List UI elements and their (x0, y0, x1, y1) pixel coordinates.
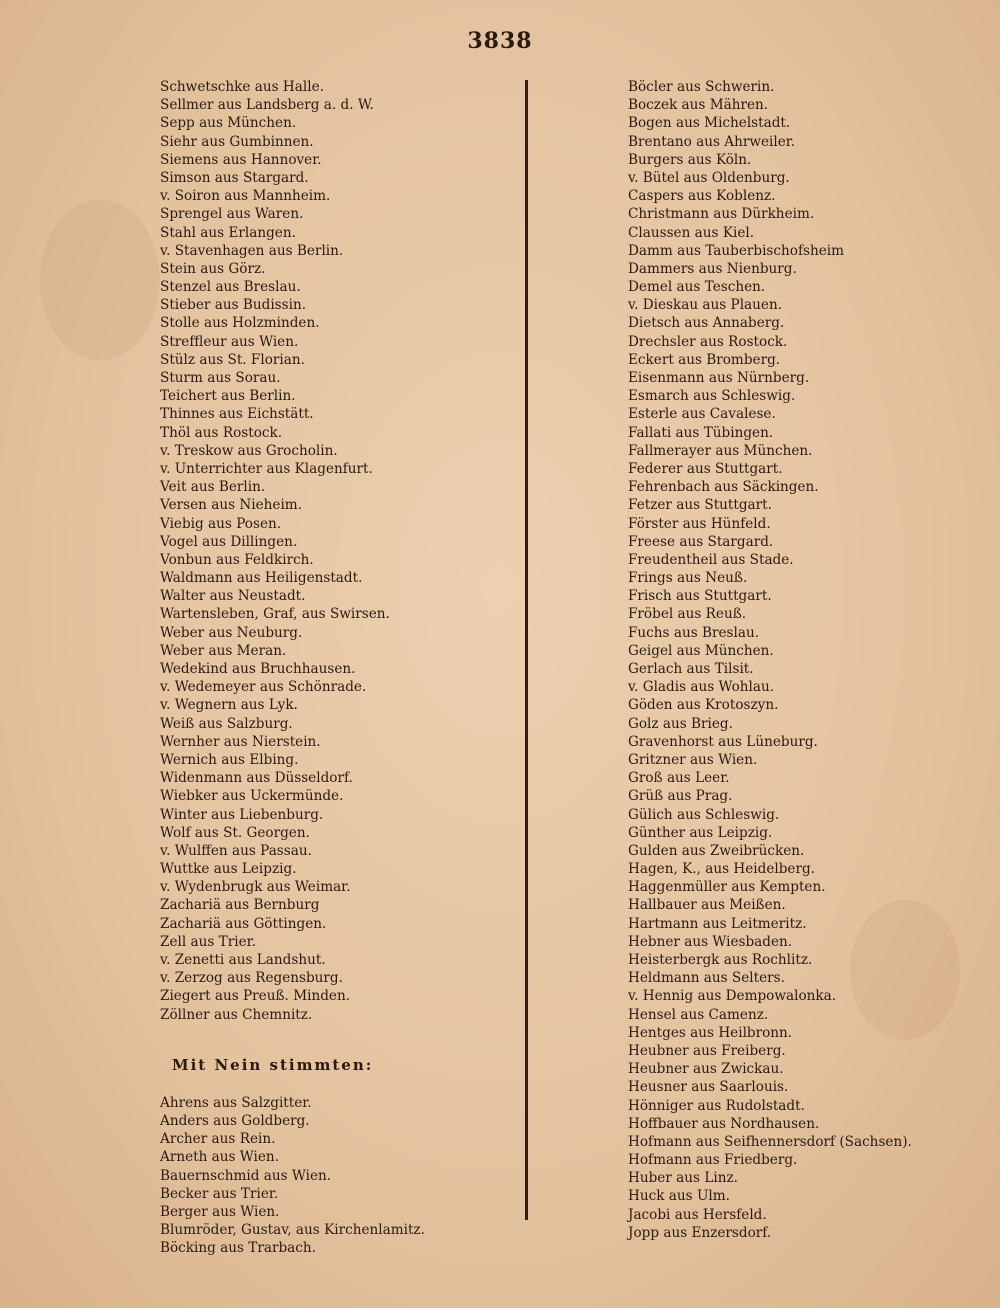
list-item: Göden aus Krotoszyn. (628, 697, 779, 714)
list-item: Versen aus Nieheim. (160, 497, 303, 514)
list-item: v. Unterrichter aus Klagenfurt. (160, 460, 373, 477)
list-item: Zöllner aus Chemnitz. (160, 1006, 313, 1023)
list-item: Blumröder, Gustav, aus Kirchenlamitz. (160, 1222, 425, 1239)
list-item: Fröbel aus Reuß. (628, 606, 747, 623)
list-item: Zell aus Trier. (160, 933, 256, 950)
list-item: Jacobi aus Hersfeld. (628, 1206, 767, 1223)
list-item: Stolle aus Holzminden. (160, 315, 320, 332)
list-item: Hofmann aus Friedberg. (628, 1152, 798, 1169)
list-item: Vonbun aus Feldkirch. (160, 551, 314, 568)
list-item: Veit aus Berlin. (160, 479, 266, 496)
list-item: Esterle aus Cavalese. (628, 406, 776, 423)
right-column (628, 78, 1000, 1242)
list-item: Gravenhorst aus Lüneburg. (628, 733, 818, 750)
page-number: 3838 (467, 28, 533, 54)
list-item: Damm aus Tauberbischofsheim (628, 242, 844, 259)
list-item: Hagen, K., aus Heidelberg. (628, 861, 815, 878)
list-item: v. Wulffen aus Passau. (160, 842, 312, 859)
list-item: Anders aus Goldberg. (160, 1112, 310, 1129)
list-item: Fehrenbach aus Säckingen. (628, 479, 819, 496)
list-item: Eckert aus Bromberg. (628, 351, 781, 368)
list-item: Hebner aus Wiesbaden. (628, 933, 793, 950)
list-item: Freudentheil aus Stade. (628, 551, 794, 568)
list-item: Bogen aus Michelstadt. (628, 115, 791, 132)
list-item: Streffleur aus Wien. (160, 333, 299, 350)
list-item: Gülich aus Schleswig. (628, 806, 780, 823)
list-item: v. Gladis aus Wohlau. (628, 679, 775, 696)
list-item: Hofmann aus Seifhennersdorf (Sachsen). (628, 1133, 912, 1150)
list-item: Heusner aus Saarlouis. (628, 1079, 789, 1096)
list-item: Arneth aus Wien. (160, 1149, 280, 1166)
left-name-list (160, 78, 540, 1024)
list-item: v. Treskow aus Grocholin. (160, 442, 338, 459)
right-name-list (628, 78, 1000, 1242)
list-item: Widenmann aus Düsseldorf. (160, 770, 353, 787)
list-item: Thinnes aus Eichstätt. (160, 406, 314, 423)
list-item: Fetzer aus Stuttgart. (628, 497, 772, 514)
list-item: Ziegert aus Preuß. Minden. (160, 988, 351, 1005)
list-item: Dietsch aus Annaberg. (628, 315, 785, 332)
list-item: Heubner aus Freiberg. (628, 1042, 786, 1059)
list-item: v. Wedemeyer aus Schönrade. (160, 679, 367, 696)
list-item: Eisenmann aus Nürnberg. (628, 370, 810, 386)
list-item: Becker aus Trier. (160, 1185, 279, 1202)
list-item: v. Zenetti aus Landshut. (160, 952, 326, 968)
list-item: Zachariä aus Göttingen. (160, 915, 327, 932)
list-item: Drechsler aus Rostock. (628, 333, 788, 350)
list-item: Sturm aus Sorau. (160, 370, 281, 386)
list-item: Böcking aus Trarbach. (160, 1240, 316, 1257)
list-item: Wartensleben, Graf, aus Swirsen. (160, 606, 390, 623)
list-item: Heisterbergk aus Rochlitz. (628, 952, 813, 968)
list-item: Heldmann aus Selters. (628, 970, 785, 987)
list-item: v. Zerzog aus Regensburg. (160, 970, 343, 987)
list-item: Wernich aus Elbing. (160, 751, 299, 768)
list-item: Fallmerayer aus München. (628, 442, 813, 459)
list-item: Weber aus Meran. (160, 642, 287, 659)
list-item: Teichert aus Berlin. (160, 388, 296, 405)
list-item: Stenzel aus Breslau. (160, 279, 301, 296)
list-item: Esmarch aus Schleswig. (628, 388, 796, 405)
list-item: Frisch aus Stuttgart. (628, 588, 772, 605)
list-item: Bauernschmid aus Wien. (160, 1167, 332, 1184)
list-item: Burgers aus Köln. (628, 151, 752, 168)
list-item: Fallati aus Tübingen. (628, 424, 774, 441)
list-item: Böcler aus Schwerin. (628, 79, 775, 95)
list-item: Federer aus Stuttgart. (628, 460, 783, 477)
list-item: v. Wegnern aus Lyk. (160, 697, 298, 714)
paper-stain (40, 200, 160, 360)
list-item: Wernher aus Nierstein. (160, 733, 321, 750)
list-item: Wuttke aus Leipzig. (160, 861, 297, 878)
list-item: Gulden aus Zweibrücken. (628, 842, 805, 859)
list-item: Dammers aus Nienburg. (628, 260, 797, 277)
list-item: Weber aus Neuburg. (160, 624, 303, 641)
list-item: v. Bütel aus Oldenburg. (628, 169, 790, 186)
list-item: Huck aus Ulm. (628, 1188, 730, 1205)
list-item: Simson aus Stargard. (160, 169, 309, 186)
list-item: Wolf aus St. Georgen. (160, 824, 310, 841)
list-item: Wedekind aus Bruchhausen. (160, 661, 356, 677)
list-item: Weiß aus Salzburg. (160, 715, 293, 732)
list-item: v. Hennig aus Dempowalonka. (628, 988, 837, 1005)
list-item: Förster aus Hünfeld. (628, 515, 771, 532)
list-item: Golz aus Brieg. (628, 715, 733, 732)
list-item: Schwetschke aus Halle. (160, 79, 324, 95)
list-item: Demel aus Teschen. (628, 279, 766, 296)
list-item: Jopp aus Enzersdorf. (628, 1224, 772, 1241)
list-item: Günther aus Leipzig. (628, 824, 773, 841)
list-item: Heubner aus Zwickau. (628, 1061, 784, 1078)
left-column (160, 78, 540, 1257)
list-item: Boczek aus Mähren. (628, 97, 769, 114)
list-item: Ahrens aus Salzgitter. (160, 1094, 312, 1111)
list-item: Sellmer aus Landsberg a. d. W. (160, 97, 374, 114)
list-item: Claussen aus Kiel. (628, 224, 755, 241)
list-item: Frings aus Neuß. (628, 570, 748, 587)
list-item: Geigel aus München. (628, 642, 774, 659)
list-item: Stahl aus Erlangen. (160, 224, 296, 241)
list-item: Gerlach aus Tilsit. (628, 661, 754, 677)
list-item: Siehr aus Gumbinnen. (160, 133, 314, 150)
list-item: Hensel aus Camenz. (628, 1006, 769, 1023)
list-item: Hönniger aus Rudolstadt. (628, 1097, 805, 1114)
list-item: v. Stavenhagen aus Berlin. (160, 242, 344, 259)
list-item: Hentges aus Heilbronn. (628, 1024, 793, 1041)
list-item: Winter aus Liebenburg. (160, 806, 324, 823)
list-item: Sprengel aus Waren. (160, 206, 304, 223)
list-item: Caspers aus Koblenz. (628, 188, 776, 205)
list-item: Hartmann aus Leitmeritz. (628, 915, 807, 932)
list-item: Hallbauer aus Meißen. (628, 897, 786, 914)
list-item: Hoffbauer aus Nordhausen. (628, 1115, 820, 1132)
list-item: Wiebker aus Uckermünde. (160, 788, 344, 805)
list-item: Archer aus Rein. (160, 1131, 276, 1148)
list-item: v. Wydenbrugk aus Weimar. (160, 879, 351, 896)
list-item: Christmann aus Dürkheim. (628, 206, 815, 223)
list-item: Gritzner aus Wien. (628, 751, 758, 768)
list-item: Thöl aus Rostock. (160, 424, 283, 441)
list-item: Brentano aus Ahrweiler. (628, 133, 796, 150)
list-item: Siemens aus Hannover. (160, 151, 322, 168)
list-item: Huber aus Linz. (628, 1170, 738, 1187)
list-item: Fuchs aus Breslau. (628, 624, 760, 641)
section-heading-nein: Mit Nein stimmten: (172, 1055, 374, 1074)
list-item: Stein aus Görz. (160, 260, 266, 277)
list-item: Waldmann aus Heiligenstadt. (160, 570, 363, 587)
nein-name-list (160, 1094, 540, 1258)
list-item: Viebig aus Posen. (160, 515, 282, 532)
list-item: Grüß aus Prag. (628, 788, 733, 805)
list-item: Stülz aus St. Florian. (160, 351, 305, 368)
list-item: v. Dieskau aus Plauen. (628, 297, 783, 314)
list-item: Freese aus Stargard. (628, 533, 774, 550)
list-item: Sepp aus München. (160, 115, 297, 132)
list-item: Groß aus Leer. (628, 770, 730, 787)
list-item: Berger aus Wien. (160, 1203, 280, 1220)
list-item: Walter aus Neustadt. (160, 588, 306, 605)
list-item: Zachariä aus Bernburg (160, 897, 320, 914)
list-item: Haggenmüller aus Kempten. (628, 879, 826, 896)
list-item: v. Soiron aus Mannheim. (160, 188, 331, 205)
list-item: Stieber aus Budissin. (160, 297, 307, 314)
list-item: Vogel aus Dillingen. (160, 533, 298, 550)
